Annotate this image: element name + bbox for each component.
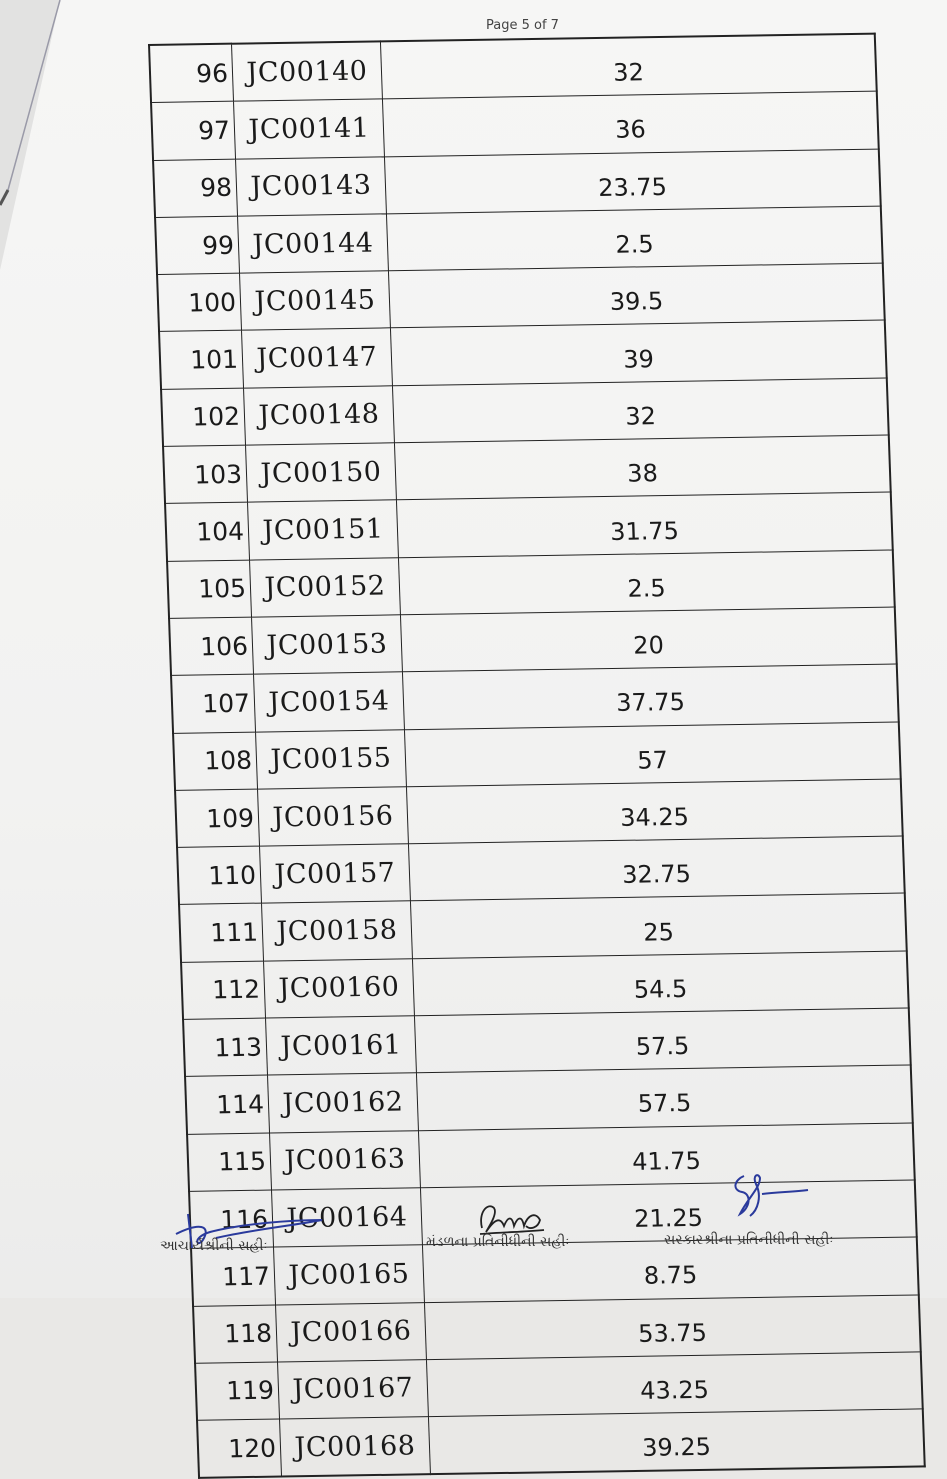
score-cell: 54.5 — [412, 951, 908, 1016]
serial-number-cell: 110 — [177, 846, 261, 905]
serial-number-cell: 109 — [175, 789, 259, 848]
serial-number-cell: 116 — [189, 1190, 273, 1249]
candidate-code-cell: JC00153 — [252, 615, 403, 675]
candidate-code-cell: JC00161 — [266, 1016, 417, 1076]
serial-number-cell: 115 — [187, 1133, 271, 1192]
score-cell: 39.5 — [388, 263, 884, 328]
candidate-code-cell: JC00160 — [264, 958, 415, 1018]
score-cell: 39 — [390, 321, 886, 386]
score-cell: 2.5 — [386, 206, 882, 271]
score-cell: 32.75 — [408, 836, 904, 901]
serial-number-cell: 114 — [185, 1075, 269, 1134]
candidate-code-cell: JC00164 — [272, 1188, 423, 1248]
candidate-code-cell: JC00147 — [242, 328, 393, 388]
score-cell: 25 — [410, 893, 906, 958]
candidate-code-cell: JC00162 — [268, 1073, 419, 1133]
score-cell: 39.25 — [428, 1409, 924, 1475]
page-number: Page 5 of 7 — [486, 18, 559, 33]
score-cell: 37.75 — [402, 664, 898, 729]
score-cell: 38 — [394, 435, 890, 500]
candidate-code-cell: JC00155 — [256, 729, 407, 789]
candidate-code-cell: JC00156 — [258, 787, 409, 847]
serial-number-cell: 120 — [197, 1419, 281, 1478]
candidate-code-cell: JC00143 — [236, 156, 387, 216]
serial-number-cell: 108 — [173, 732, 257, 791]
score-cell: 32 — [392, 378, 888, 443]
serial-number-cell: 113 — [183, 1018, 267, 1077]
score-cell: 21.25 — [420, 1180, 916, 1245]
score-cell: 57.5 — [414, 1008, 910, 1073]
serial-number-cell: 106 — [169, 617, 253, 676]
score-cell: 31.75 — [396, 492, 892, 557]
serial-number-cell: 103 — [163, 445, 247, 504]
score-cell: 23.75 — [384, 149, 880, 214]
serial-number-cell: 96 — [149, 44, 233, 103]
serial-number-cell: 104 — [165, 503, 249, 562]
score-cell: 57 — [404, 722, 900, 787]
serial-number-cell: 111 — [179, 904, 263, 963]
score-cell: 43.25 — [426, 1352, 922, 1417]
serial-number-cell: 118 — [193, 1305, 277, 1364]
score-cell: 57.5 — [416, 1065, 912, 1130]
score-cell: 41.75 — [418, 1123, 914, 1188]
serial-number-cell: 112 — [181, 961, 265, 1020]
score-cell: 20 — [400, 607, 896, 672]
score-cell: 8.75 — [422, 1237, 918, 1302]
candidate-code-cell: JC00166 — [276, 1302, 427, 1362]
serial-number-cell: 107 — [171, 674, 255, 733]
candidate-code-cell: JC00140 — [231, 41, 382, 101]
marks-table — [148, 33, 926, 1479]
candidate-code-cell: JC00144 — [238, 214, 389, 274]
serial-number-cell: 100 — [157, 273, 241, 332]
serial-number-cell: 102 — [161, 388, 245, 447]
serial-number-cell: 97 — [151, 101, 235, 160]
score-cell: 36 — [382, 91, 878, 156]
candidate-code-cell: JC00154 — [254, 672, 405, 732]
candidate-code-cell: JC00163 — [270, 1130, 421, 1190]
serial-number-cell: 119 — [195, 1362, 279, 1421]
serial-number-cell: 99 — [155, 216, 239, 275]
candidate-code-cell: JC00158 — [262, 901, 413, 961]
candidate-code-cell: JC00167 — [278, 1360, 429, 1420]
candidate-code-cell: JC00141 — [234, 99, 385, 159]
serial-number-cell: 98 — [153, 159, 237, 218]
score-cell: 32 — [380, 34, 876, 100]
serial-number-cell: 105 — [167, 560, 251, 619]
candidate-code-cell: JC00157 — [260, 844, 411, 904]
table-row — [197, 1409, 925, 1478]
government-signature-label: સરકારશ્રીના પ્રતિનીધીની સહીઃ — [664, 1232, 834, 1248]
marks-table-body — [149, 34, 925, 1479]
board-signature-label: મંડળના પ્રતિનીધીની સહીઃ — [426, 1234, 570, 1250]
score-cell: 2.5 — [398, 550, 894, 615]
candidate-code-cell: JC00150 — [246, 443, 397, 503]
candidate-code-cell: JC00165 — [274, 1245, 425, 1305]
score-cell: 53.75 — [424, 1294, 920, 1359]
candidate-code-cell: JC00145 — [240, 271, 391, 331]
candidate-code-cell: JC00151 — [248, 500, 399, 560]
score-cell: 34.25 — [406, 779, 902, 844]
serial-number-cell: 101 — [159, 331, 243, 390]
candidate-code-cell: JC00148 — [244, 386, 395, 446]
candidate-code-cell: JC00152 — [250, 557, 401, 617]
government-signature — [726, 1168, 816, 1228]
principal-signature-label: આચાર્યશ્રીની સહીઃ — [160, 1238, 268, 1254]
serial-number-cell: 117 — [191, 1247, 275, 1306]
candidate-code-cell: JC00168 — [280, 1417, 431, 1477]
